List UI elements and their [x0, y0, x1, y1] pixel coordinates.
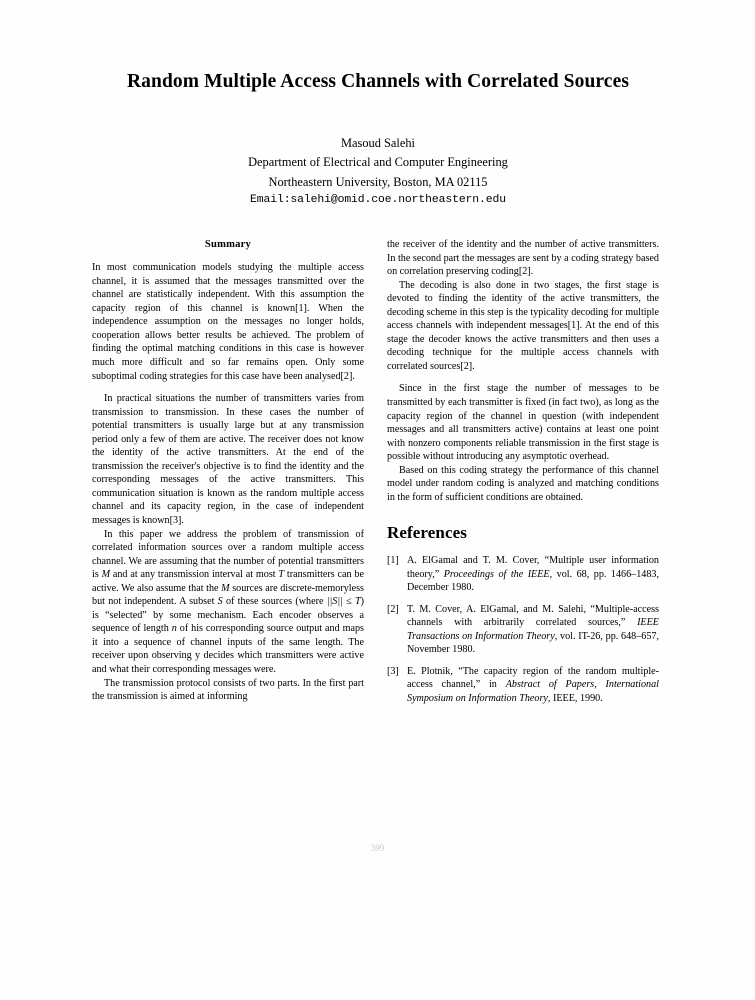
inline-formula-subset-size: ||S|| ≤ T — [326, 596, 361, 608]
reference-2-pre: T. M. Cover, A. ElGamal, and M. Salehi, “Multiple-access channels with arbitrarily correlated sources,” — [407, 603, 659, 629]
summary-paragraph-2: In practical situations the number of transmitters varies from transmission to transmission. In these cases the number of potential transmitters is usually large but at any transmission period only a few of them are active. The receiver does not know the identity of the active transmitters. At the end of the transmission the receiver's objective is to find the identity and the corresponding messages of the active transmitters. This communication situation is known as the random multiple access channel and its capacity region, in the case of independent messages is known[3]. — [92, 393, 364, 526]
par3-text-c: transmitters can be active. We also assume that the — [92, 569, 364, 594]
author-email: Email:salehi@omid.coe.northeastern.edu — [250, 194, 506, 207]
reference-3-post: , IEEE, 1990. — [547, 693, 603, 704]
body-paragraph-5: the receiver of the identity and the number of active transmitters. In the second part the messages are sent by a coding strategy based on correlation preserving coding[2]. — [387, 239, 659, 278]
symbol-M-first: M — [101, 569, 111, 581]
reference-number-3: [3] — [387, 665, 399, 677]
symbol-n: n — [171, 623, 177, 635]
summary-heading: Summary — [204, 239, 252, 250]
reference-item-1 — [387, 554, 659, 595]
symbol-T: T — [278, 569, 285, 581]
reference-2-post: , vol. IT-26, pp. 648–657, November 1980. — [407, 630, 660, 656]
body-paragraph-6: The decoding is also done in two stages, the first stage is devoted to finding the identity of the active transmitters, the decoding scheme in this step is the typicality decoding for multiple access channels with independent messages[1]. At the end of this stage the decoder knows the active transmitters and then uses a decoding technique for the multiple access channels with correlated sources[2]. — [387, 279, 659, 372]
references-heading: References — [387, 523, 467, 543]
reference-1-source: Proceedings of the IEEE — [443, 568, 550, 580]
summary-paragraph-1: In most communication models studying the multiple access channel, it is assumed that the messages transmitted over the channel are statistically independent. With this assumption the capacity region of this channel is known[1]. When the independence assumption on the messages no longer holds, cooperation allows better results be achieved. The problem of finding the optimal matching conditions in this case is however much more difficult and so far remains open. Only some suboptimal coding strategies for this case have been analysed[2]. — [92, 262, 364, 382]
reference-1-pre: A. ElGamal and T. M. Cover, “Multiple user information theory,” — [407, 555, 659, 580]
reference-number-2: [2] — [387, 603, 399, 615]
par3-text-g: of his corresponding source output and maps it into a sequence of channel inputs of the same length. The receiver upon observing y decides which transmitters were active and what their corresponding messages were. — [92, 623, 364, 675]
body-paragraph-3 — [92, 528, 364, 677]
page-number: 399 — [370, 843, 385, 853]
par3-text-d: sources are discrete-memoryless but not independent. A subset — [92, 582, 364, 608]
title-block — [78, 68, 678, 96]
par3-text-b: and at any transmission interval at most — [110, 569, 279, 581]
author-name: Masoud Salehi — [341, 136, 415, 150]
par3-text-f: ) is “selected” by some mechanism. Each encoder observes a sequence of length — [92, 596, 364, 635]
symbol-M-second: M — [221, 582, 230, 594]
body-paragraph-8: Based on this coding strategy the performance of this channel model under random coding is analyzed and matching conditions in the form of sufficient conditions are obtained. — [387, 464, 659, 503]
author-block — [78, 134, 678, 210]
affiliation-department: Department of Electrical and Computer Engineering — [248, 155, 508, 170]
par3-text-e: of these sources (where — [222, 596, 327, 608]
reference-1-post: , vol. 68, pp. 1466–1483, December 1980. — [407, 568, 660, 594]
body-paragraph-4: The transmission protocol consists of two parts. In the first part the transmission is aimed at informing — [92, 677, 364, 703]
reference-3-source: Abstract of Papers, International Symposium on Information Theory — [407, 679, 659, 704]
body-paragraph-7: Since in the first stage the number of messages to be transmitted by each transmitter is fixed (in fact two), as long as the capacity region of the channel in question (with independent messages and all transmitters active) contains at least one point with nonzero components reliable transmission in the first stage is possible without introducing any asymptotic overhead. — [387, 383, 659, 463]
par3-text-a: In this paper we address the problem of transmission of correlated information sources over a random multiple access channel. We are assuming that the number of potential transmitters is — [92, 528, 364, 581]
reference-number-1: [1] — [387, 555, 399, 567]
symbol-S: S — [217, 596, 223, 608]
affiliation-university: Northeastern University, Boston, MA 02115 — [268, 174, 488, 189]
page-title: Random Multiple Access Channels with Correlated Sources — [126, 71, 630, 92]
right-column — [387, 238, 659, 714]
reference-item-2 — [387, 603, 659, 657]
left-column — [92, 238, 364, 704]
reference-2-source: IEEE Transactions on Information Theory — [407, 617, 659, 642]
reference-3-pre: E. Plotnik, “The capacity region of the random multiple-access channel,” in — [407, 665, 659, 691]
reference-item-3 — [387, 665, 659, 706]
